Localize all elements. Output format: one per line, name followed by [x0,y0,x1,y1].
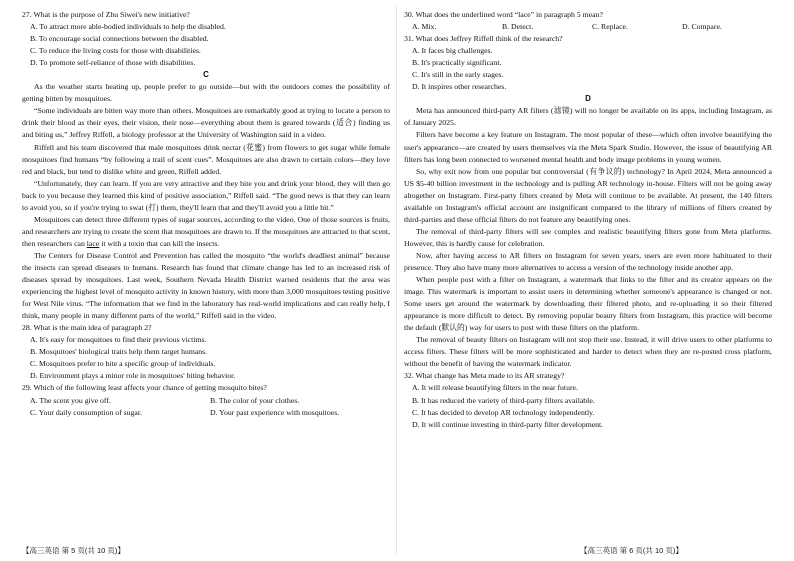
passage-c-para-5 [22,214,390,250]
q31-option-d: D. It inspires other researches. [412,82,507,92]
passage-d-para-4: The removal of third-party filters will see complex and realistic beautifying filters gone from Meta platforms. However, this is hardly cause for celebration. [404,226,772,248]
passage-d-para-5: Now, after having access to AR filters on Instagram for seven years, users are even more habituated to their presence. They also have many more alternatives to access a version of the technology inside another app. [404,250,772,272]
q28-option-b: B. Mosquitoes' biological traits help them target humans. [30,347,208,357]
footer-left-page-number: 【高三英语 第 5 页(共 10 页)】 [22,546,125,555]
q29-option-c: C. Your daily consumption of sugar. [30,407,142,417]
q29-options-row-1 [30,395,390,407]
q30-option-d: D. Compare. [682,22,722,32]
underlined-word: lace [86,238,100,248]
passage-c-para-1: As the weather starts heating up, people prefer to go outside—but with the outdoors comes the possibility of getting bitten by mosquitoes. [22,82,390,104]
passage-c-para-6: The Centers for Disease Control and Prevention has called the mosquito “the world's deadliest animal” because the insects can spread diseases to humans. Research has found that climate change has led to an increased risk of diseases spread by mosquitoes. Last week, Southern Nevada Health District warned residents that the area was experiencing the highest level of mosquito activity in known history, with more than 3,000 mosquitoes testing positive for West Nile virus. “The information that we find in the laboratory has real-world implications and can really help, I think, many people in many different parts of the world,” Riffell said in the video. [22,250,390,321]
q32-option-a: A. It will release beautifying filters in the near future. [412,383,578,393]
passage-d-para-3: So, why exit now from one popular but controversial (有争议的) technology? In April 2024, Meta announced a US $5-40 billion investment in the technology and is pulling AR technology in-house. Filters will not be going away altogether on Instagram. First-party filters created by Meta will continue to be available. At present, the 140 filters available on Instagram's official account are insignificant compared to the library of millions of filters created by third-parties and these official filters do not feature any beautifying ones. [404,166,772,224]
q27-option-b: B. To encourage social connections between the disabled. [30,34,209,44]
q30-option-a: A. Mix. [412,22,437,32]
question-29-stem: 29. Which of the following least affects your chance of getting mosquito bites? [22,383,267,393]
q32-option-d: D. It will continue investing in third-party filter development. [412,419,604,429]
passage-c-para-3: Riffell and his team discovered that male mosquitoes drink nectar (花蜜) from flowers to get sugar while female mosquitoes find humans “by following a trail of scent cues”. Mosquitoes are also drawn to certain colors—they love red and black, but tend to dislike white and green, Riffell added. [22,142,390,176]
passage-c-para-2: “Some individuals are bitten way more than others. Mosquitoes are remarkably good at trying to locate a person to drink their blood as their eyes, their vision, their nose—everything about them is geared towards (适合) finding us and biting us,” Jeffrey Riffell, a biology professor at the University of Washington said in a video. [22,106,390,140]
q32-option-b: B. It has reduced the variety of third-party filters available. [412,395,595,405]
q31-option-a: A. It faces big challenges. [412,46,493,56]
question-30-stem: 30. What does the underlined word “lace” in paragraph 5 mean? [404,10,603,19]
q32-option-c: C. It has decided to develop AR technology independently. [412,407,595,417]
question-31-stem: 31. What does Jeffrey Riffell think of the research? [404,34,563,44]
q31-option-c: C. It's still in the early stages. [412,70,504,80]
section-d-heading: D [585,94,591,104]
q30-option-b: B. Detect. [502,22,534,32]
passage-d-para-6: When people post with a filter on Instagram, a watermark that links to the filter and its creator appears on the image. This watermark is important to assist users in determining whether someone's appearance is changed or not. Some users get around the watermark by downloading their filtered photo, and re-uploading it so their filtered appearance is more difficult to detect. By removing popular beauty filters from Instagram, this practice will become the default (默认的) way for users to post with these filters on the platform. [404,275,772,333]
passage-c-para-4: “Unfortunately, they can learn. If you are very attractive and they bite you and drink your blood, they will then go back to you because they learned this kind of positive association,” Riffell said. “The good news is that they can learn to avoid you, so if you're trying to swat (打) them, they'll learn that and they'll avoid you a little bit.” [22,178,390,212]
q30-options-row [412,21,772,33]
q28-option-a: A. It's easy for mosquitoes to find their previous victims. [30,335,207,345]
q29-option-b: B. The color of your clothes. [210,395,300,405]
q27-option-d: D. To promote self-reliance of those with disabilities. [30,58,196,68]
q29-option-a: A. The scent you give off. [30,395,111,405]
section-c-heading: C [203,70,209,80]
q28-option-d: D. Environment plays a minor role in mosquitoes' biting behavior. [30,371,236,381]
q29-option-d: D. Your past experience with mosquitoes. [210,407,340,417]
right-column [404,9,772,431]
left-column [22,9,390,419]
q30-option-c: C. Replace. [592,22,628,32]
passage-d-para-2: Filters have become a key feature on Instagram. The most popular of these—which often involve beautifying the user's appearance—are created by users themselves via the Meta Spark Studio. However, the issue of beautifying AR filters has long been connected to worsened mental health and body image problems in young women. [404,130,772,164]
para-5-text: Mosquitoes can detect three different types of sugar sources, according to the video. One of those sources is fruits, and researchers are trying to create the scent that mosquitoes are drawn to. If the mosquitoes are attracted to that scent, then researchers can [22,214,390,248]
passage-d-para-7: The removal of beauty filters on Instagram will not stop their use. Instead, it will drive users to other platforms to access filters. These filters will be more sophisticated and harder to detect when they are re-posted cross platform, without the benefit of having the watermark indicator. [404,335,772,369]
question-32-stem: 32. What change has Meta made to its AR strategy? [404,371,565,381]
para-5-tail: it with a toxin that can kill the insects. [99,238,220,248]
q27-option-a: A. To attract more able-bodied individuals to help the disabled. [30,22,226,32]
footer-right-page-number: 【高三英语 第 6 页(共 10 页)】 [580,546,683,555]
question-27-stem: 27. What is the purpose of Zhu Siwei's new initiative? [22,10,190,19]
question-28-stem: 28. What is the main idea of paragraph 2? [22,323,152,333]
passage-d-para-1: Meta has announced third-party AR filters (滤镜) will no longer be available on its apps, including Instagram, as of January 2025. [404,106,772,128]
q31-option-b: B. It's practically significant. [412,58,502,68]
q29-options-row-2 [30,407,390,419]
q28-option-c: C. Mosquitoes prefer to bite a specific group of individuals. [30,359,216,369]
q27-option-c: C. To reduce the living costs for those with disabilities. [30,46,201,56]
column-divider [396,6,397,554]
